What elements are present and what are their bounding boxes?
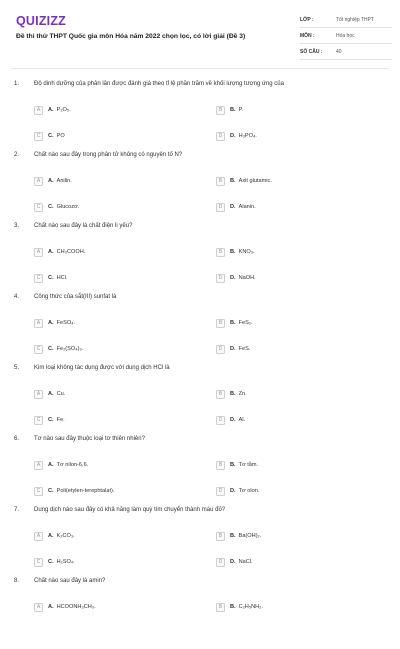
question-text: Chất nào sau đây trong phân tử không có nguyên tố N? <box>34 152 183 158</box>
option-letter: C. <box>48 275 54 281</box>
option-letter: D. <box>230 488 236 494</box>
option-text: Al. <box>238 417 246 423</box>
answer-option[interactable] <box>216 273 256 283</box>
option-letter: B. <box>230 533 236 539</box>
question-number: 3. <box>14 223 20 229</box>
worksheet-title: Đề thi thử THPT Quốc gia môn Hóa năm 2022 chọn lọc, có lời giải (Đề 3) <box>16 33 246 40</box>
option-letter: C. <box>48 133 54 139</box>
option-letter: B. <box>230 604 236 610</box>
option-letter: A. <box>48 320 54 326</box>
option-text: NaOH. <box>238 275 256 281</box>
answer-option[interactable] <box>34 415 65 425</box>
option-letter: C. <box>48 417 54 423</box>
question-item <box>0 294 400 365</box>
option-letter-badge: C <box>34 558 43 567</box>
option-letter: A. <box>48 533 54 539</box>
option-text: Zn. <box>238 391 247 397</box>
option-text: Poli(etylen-terephtalat). <box>56 488 115 494</box>
meta-key: SỐ CÂU : <box>300 48 323 55</box>
option-text: Fe₂(SO₄)₃. <box>56 346 84 352</box>
answer-option[interactable] <box>34 486 114 496</box>
option-letter: A. <box>48 249 54 255</box>
option-letter-badge: D <box>216 274 225 283</box>
header-divider <box>12 68 388 69</box>
option-letter: D. <box>230 417 236 423</box>
option-letter: C. <box>48 559 54 565</box>
question-text: Tơ nào sau đây thuộc loại tơ thiên nhiên? <box>34 436 145 442</box>
option-letter: A. <box>48 107 54 113</box>
option-letter-badge: D <box>216 416 225 425</box>
option-letter-badge: A <box>34 177 43 186</box>
option-text: Cu. <box>56 391 66 397</box>
option-text: HCl. <box>56 275 68 281</box>
question-item <box>0 152 400 223</box>
option-text: Tơ tằm. <box>238 462 259 468</box>
answer-option[interactable] <box>216 389 247 399</box>
answer-option[interactable] <box>216 247 255 257</box>
option-letter: B. <box>230 249 236 255</box>
option-letter: C. <box>48 488 54 494</box>
option-letter-badge: D <box>216 345 225 354</box>
question-item <box>0 578 400 649</box>
option-letter-badge: A <box>34 248 43 257</box>
answer-option[interactable] <box>34 176 72 186</box>
question-item <box>0 365 400 436</box>
answer-option[interactable] <box>34 460 88 470</box>
option-text: Glucozơ. <box>56 204 80 210</box>
meta-key: MÔN : <box>300 32 315 39</box>
answer-option[interactable] <box>216 131 257 141</box>
option-text: Ba(OH)₂. <box>238 533 262 539</box>
answer-option[interactable] <box>34 247 85 257</box>
option-letter-badge: C <box>34 345 43 354</box>
option-letter-badge: A <box>34 390 43 399</box>
option-letter: B. <box>230 462 236 468</box>
option-letter-badge: B <box>216 177 225 186</box>
meta-value: Tốt nghiệp THPT <box>336 16 374 23</box>
meta-value: Hóa học <box>336 32 355 39</box>
option-text: P. <box>238 107 244 113</box>
question-number: 1. <box>14 81 20 87</box>
answer-option[interactable] <box>34 531 75 541</box>
option-text: H₃PO₄. <box>238 133 257 139</box>
option-letter: D. <box>230 346 236 352</box>
question-item <box>0 436 400 507</box>
option-letter: A. <box>48 391 54 397</box>
answer-option[interactable] <box>216 531 261 541</box>
question-item <box>0 81 400 152</box>
option-letter-badge: C <box>34 132 43 141</box>
option-letter: D. <box>230 559 236 565</box>
option-letter: C. <box>48 204 54 210</box>
answer-option[interactable] <box>34 557 75 567</box>
option-letter-badge: D <box>216 558 225 567</box>
answer-option[interactable] <box>34 344 83 354</box>
option-text: K₂CO₃. <box>56 533 75 539</box>
answer-option[interactable] <box>216 318 253 328</box>
option-letter-badge: D <box>216 487 225 496</box>
question-item <box>0 223 400 294</box>
option-letter-badge: B <box>216 106 225 115</box>
question-item <box>0 507 400 578</box>
option-letter-badge: D <box>216 203 225 212</box>
option-letter: D. <box>230 133 236 139</box>
answer-option[interactable] <box>216 415 245 425</box>
option-letter: C. <box>48 346 54 352</box>
option-letter: A. <box>48 178 54 184</box>
option-letter: A. <box>48 604 54 610</box>
answer-option[interactable] <box>216 460 258 470</box>
option-text: Alanin. <box>238 204 256 210</box>
option-letter-badge: A <box>34 532 43 541</box>
option-text: Anilin. <box>56 178 72 184</box>
option-text: Tơ nilon-6,6. <box>56 462 89 468</box>
option-letter-badge: C <box>34 203 43 212</box>
question-text: Chất nào sau đây là amin? <box>34 578 106 584</box>
meta-value: 40 <box>336 48 342 55</box>
option-letter-badge: B <box>216 390 225 399</box>
option-letter-badge: A <box>34 603 43 612</box>
question-text: Kim loại không tác dụng được với dung dịch HCl là <box>34 365 170 371</box>
option-letter-badge: B <box>216 461 225 470</box>
question-number: 7. <box>14 507 20 513</box>
option-letter-badge: A <box>34 461 43 470</box>
question-number: 4. <box>14 294 20 300</box>
answer-option[interactable] <box>34 602 96 612</box>
option-text: H₂SO₄. <box>56 559 75 565</box>
answer-option[interactable] <box>34 389 65 399</box>
answer-option[interactable] <box>34 105 71 115</box>
answer-option[interactable] <box>216 486 259 496</box>
option-letter: B. <box>230 320 236 326</box>
option-letter-badge: B <box>216 248 225 257</box>
option-letter-badge: A <box>34 319 43 328</box>
option-letter-badge: B <box>216 319 225 328</box>
question-text: Dung dịch nào sau đây có khả năng làm quỳ tím chuyển thành màu đỏ? <box>34 507 226 513</box>
meta-row-subject <box>300 28 392 44</box>
option-letter: D. <box>230 204 236 210</box>
option-text: P₂O₅. <box>56 107 71 113</box>
option-text: CH₃COOH. <box>56 249 86 255</box>
option-text: PO <box>56 133 65 139</box>
option-letter-badge: C <box>34 487 43 496</box>
question-text: Độ dinh dưỡng của phân lân được đánh giá theo tỉ lệ phần trăm về khối lượng tương ứng của <box>34 81 284 87</box>
option-letter: B. <box>230 107 236 113</box>
question-text: Chất nào sau đây là chất điện li yếu? <box>34 223 133 229</box>
option-text: KNO₃. <box>238 249 255 255</box>
answer-option[interactable] <box>216 557 253 567</box>
answer-option[interactable] <box>216 176 272 186</box>
question-number: 8. <box>14 578 20 584</box>
option-letter: A. <box>48 462 54 468</box>
option-text: FeS₂. <box>238 320 253 326</box>
answer-option[interactable] <box>216 202 256 212</box>
answer-option[interactable] <box>34 273 67 283</box>
quizizz-logo: QUIZIZZ <box>16 14 67 28</box>
option-letter-badge: C <box>34 416 43 425</box>
worksheet-header <box>0 0 400 64</box>
option-letter: B. <box>230 391 236 397</box>
option-text: Fe. <box>56 417 65 423</box>
option-text: FeSO₄. <box>56 320 76 326</box>
answer-option[interactable] <box>216 344 250 354</box>
option-text: HCOONH₃CH₃. <box>56 604 96 610</box>
worksheet-meta <box>300 12 392 60</box>
option-letter: D. <box>230 275 236 281</box>
question-number: 6. <box>14 436 20 442</box>
option-letter-badge: B <box>216 603 225 612</box>
answer-option[interactable] <box>34 131 65 141</box>
option-text: Axit glutamic. <box>238 178 272 184</box>
option-text: FeS. <box>238 346 251 352</box>
option-letter-badge: A <box>34 106 43 115</box>
answer-option[interactable] <box>216 105 243 115</box>
question-number: 2. <box>14 152 20 158</box>
option-text: C₂H₅NH₂. <box>238 604 263 610</box>
option-letter-badge: D <box>216 132 225 141</box>
option-text: NaCl. <box>238 559 253 565</box>
question-text: Công thức của sắt(III) sunfat là <box>34 294 117 300</box>
question-number: 5. <box>14 365 20 371</box>
option-text: Tơ olon. <box>238 488 260 494</box>
answer-option[interactable] <box>216 602 263 612</box>
meta-key: LỚP : <box>300 16 314 23</box>
option-letter-badge: C <box>34 274 43 283</box>
option-letter: B. <box>230 178 236 184</box>
answer-option[interactable] <box>34 318 75 328</box>
answer-option[interactable] <box>34 202 79 212</box>
option-letter-badge: B <box>216 532 225 541</box>
meta-row-class <box>300 12 392 28</box>
meta-row-count <box>300 44 392 60</box>
